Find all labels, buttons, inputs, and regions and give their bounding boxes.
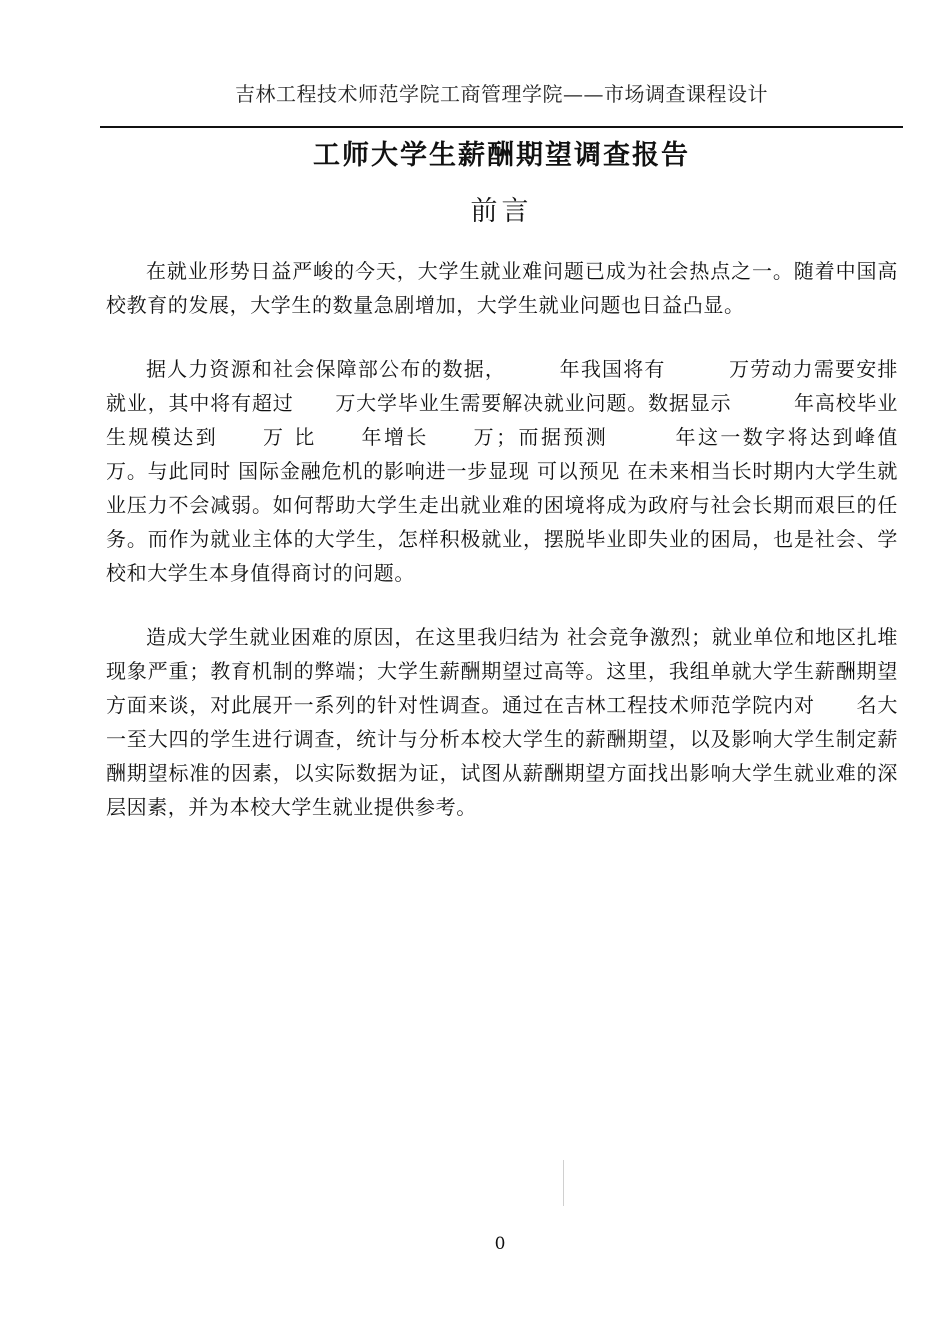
document-title: 工师大学生薪酬期望调查报告 [313, 140, 690, 171]
page-number: 0 [494, 1234, 506, 1254]
section-heading: 前言 [470, 196, 533, 227]
faint-divider-line [563, 1160, 564, 1206]
running-header: 吉林工程技术师范学院工商管理学院——市场调查课程设计 [235, 82, 768, 106]
paragraph-3: 造成大学生就业困难的原因，在这里我归结为 社会竞争激烈；就业单位和地区扎堆现象严重；教育机制的弊端；大学生薪酬期望过高等。这里，我组单就大学生薪酬期望方面来谈，对此展开一系列的针对性调查。通过在吉林工程技术师范学院内对 名大一至大四的学生进行调查，统计与分析本校大学生的薪酬期望，以及影响大学生制定薪酬期望标准的因素，以实际数据为证，试图从薪酬期望方面找出影响大学生就业难的深层因素，并为本校大学生就业提供参考。 [106, 625, 898, 819]
body-text [106, 254, 940, 854]
paragraph-1: 在就业形势日益严峻的今天，大学生就业难问题已成为社会热点之一。随着中国高校教育的发展，大学生的数量急剧增加，大学生就业问题也日益凸显。 [106, 259, 898, 317]
header-divider [100, 126, 903, 128]
paragraph-2: 据人力资源和社会保障部公布的数据， 年我国将有 万劳动力需要安排就业，其中将有超过 万大学毕业生需要解决就业问题。数据显示 年高校毕业生规模达到 万 比 年增长 万；而据预测 年这一数字将达到峰值 万。与此同时 国际金融危机的影响进一步显现 可以预见 在未来相当长时期内大学生就业压力不会减弱。如何帮助大学生走出就业难的困境将成为政府与社会长期而艰巨的任务。而作为就业主体的大学生，怎样积极就业，摆脱毕业即失业的困局，也是社会、学校和大学生本身值得商讨的问题。 [106, 357, 940, 585]
